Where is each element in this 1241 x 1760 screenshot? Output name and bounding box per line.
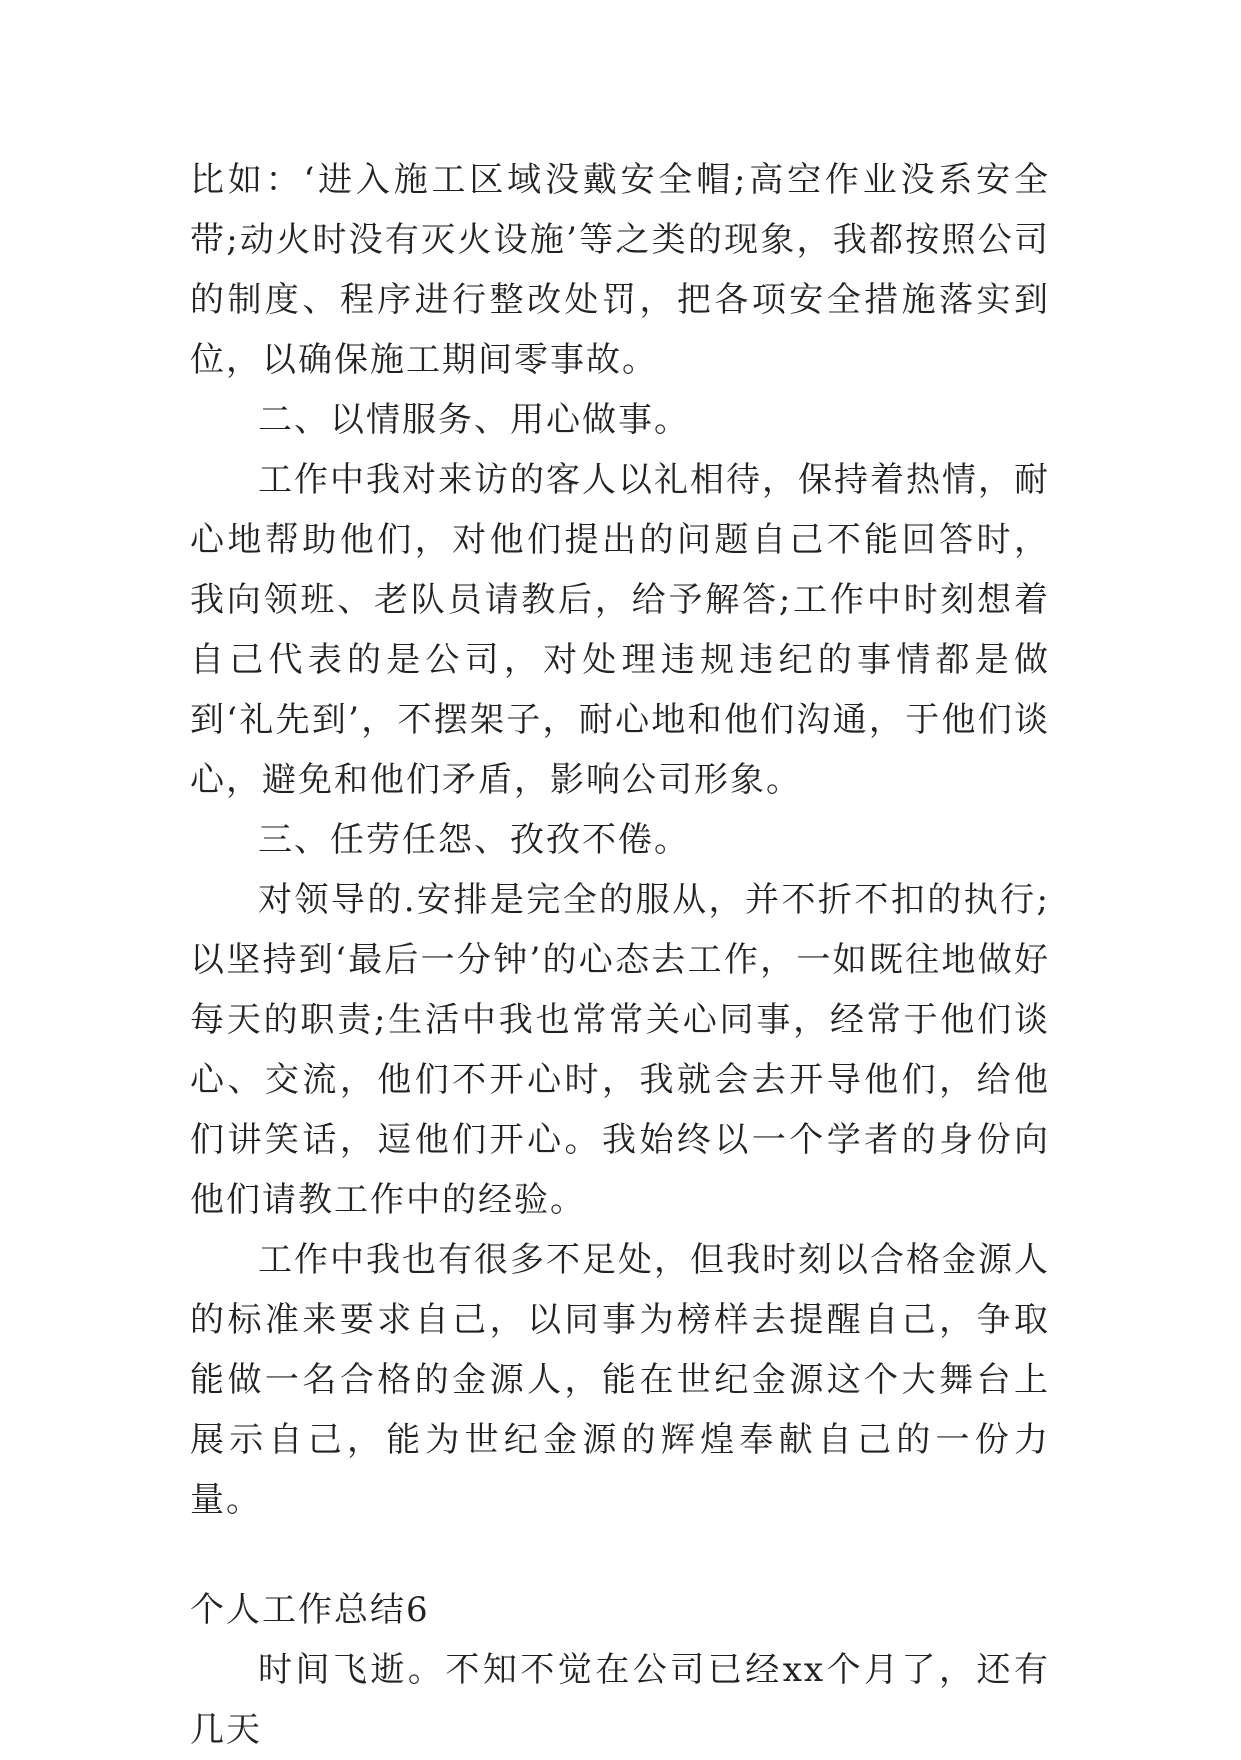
document-page <box>190 150 1050 1760</box>
paragraph-summary-intro: 时间飞逝。不知不觉在公司已经xx个月了，还有几天 <box>190 1650 1050 1750</box>
paragraph-shortcomings: 工作中我也有很多不足处，但我时刻以合格金源人的标准来要求自己，以同事为榜样去提醒自己，争取能做一名合格的金源人，能在世纪金源这个大舞台上展示自己，能为世纪金源的辉煌奉献自己的一份力量。 <box>190 1240 1050 1520</box>
summary-title: 个人工作总结6 <box>190 1590 430 1630</box>
section-two-heading: 二、以情服务、用心做事。 <box>258 400 690 440</box>
paragraph-diligence: 对领导的.安排是完全的服从，并不折不扣的执行;以坚持到‘最后一分钟’的心态去工作，一如既往地做好每天的职责;生活中我也常常关心同事，经常于他们谈心、交流，他们不开心时，我就会去开导他们，给他们讲笑话，逗他们开心。我始终以一个学者的身份向他们请教工作中的经验。 <box>190 880 1050 1220</box>
paragraph-safety-examples: 比如：‘进入施工区域没戴安全帽;高空作业没系安全带;动火时没有灭火设施’等之类的现象，我都按照公司的制度、程序进行整改处罚，把各项安全措施落实到位，以确保施工期间零事故。 <box>190 160 1050 380</box>
paragraph-service: 工作中我对来访的客人以礼相待，保持着热情，耐心地帮助他们，对他们提出的问题自己不能回答时，我向领班、老队员请教后，给予解答;工作中时刻想着自己代表的是公司，对处理违规违纪的事情都是做到‘礼先到’，不摆架子，耐心地和他们沟通，于他们谈心，避免和他们矛盾，影响公司形象。 <box>190 460 1050 800</box>
section-three-heading: 三、任劳任怨、孜孜不倦。 <box>258 820 690 860</box>
